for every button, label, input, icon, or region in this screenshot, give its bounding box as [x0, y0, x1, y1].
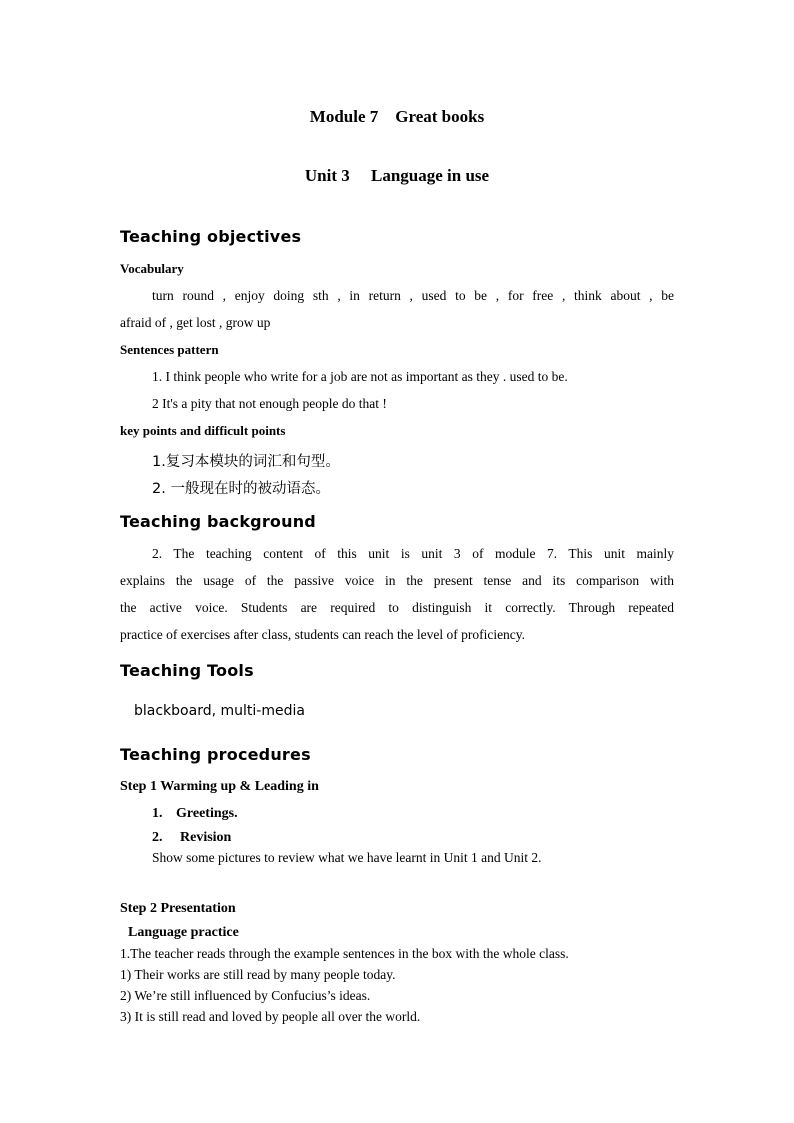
step1-item-2-number: 2.	[152, 830, 163, 845]
step1-title: Step 1 Warming up & Leading in	[120, 779, 319, 794]
vocabulary-line-1: turn round , enjoy doing sth , in return , used to be , for free , think about , be	[152, 288, 674, 303]
sentence-2: 2 It's a pity that not enough people do that !	[152, 396, 387, 411]
tools-heading: Teaching Tools	[120, 661, 254, 680]
procedures-heading: Teaching procedures	[120, 745, 311, 764]
step1-item-1-number: 1.	[152, 806, 163, 821]
step1-item-2	[152, 830, 231, 846]
vocabulary-line-2: afraid of , get lost , grow up	[120, 315, 271, 330]
sentence-1: 1. I think people who write for a job are not as important as they . used to be.	[152, 369, 568, 384]
background-line-2: explains the usage of the passive voice in the present tense and its comparison with	[120, 573, 674, 588]
background-line-4: practice of exercises after class, students can reach the level of proficiency.	[120, 627, 526, 642]
key-point-1: 1.复习本模块的词汇和句型。	[152, 454, 340, 470]
key-point-2: 2. 一般现在时的被动语态。	[152, 481, 330, 497]
objectives-heading: Teaching objectives	[120, 227, 302, 246]
tools-text: blackboard, multi-media	[134, 703, 305, 719]
module-title: Module 7 Great books	[309, 107, 485, 126]
step2-line-2: 1) Their works are still read by many people today.	[120, 967, 396, 982]
step2-line-3: 2) We’re still influenced by Confucius’s ideas.	[120, 988, 371, 1003]
step1-item-1-text: Greetings.	[176, 806, 238, 821]
unit-title: Unit 3 Language in use	[304, 166, 490, 185]
step2-line-1: 1.The teacher reads through the example sentences in the box with the whole class.	[120, 946, 569, 961]
vocabulary-label: Vocabulary	[120, 261, 184, 276]
step2-title: Step 2 Presentation	[120, 901, 236, 916]
step1-item-2-detail: Show some pictures to review what we have learnt in Unit 1 and Unit 2.	[152, 850, 542, 865]
sentences-label: Sentences pattern	[120, 342, 219, 357]
step2-subtitle: Language practice	[128, 925, 239, 940]
background-line-1: 2. The teaching content of this unit is unit 3 of module 7. This unit mainly	[152, 546, 674, 561]
background-line-3: the active voice. Students are required to distinguish it correctly. Through repeated	[120, 600, 674, 615]
step2-line-4: 3) It is still read and loved by people all over the world.	[120, 1009, 421, 1024]
step1-item-2-text: Revision	[180, 830, 232, 845]
key-points-label: key points and difficult points	[120, 423, 286, 438]
background-heading: Teaching background	[120, 512, 316, 531]
step1-item-1	[152, 806, 238, 822]
